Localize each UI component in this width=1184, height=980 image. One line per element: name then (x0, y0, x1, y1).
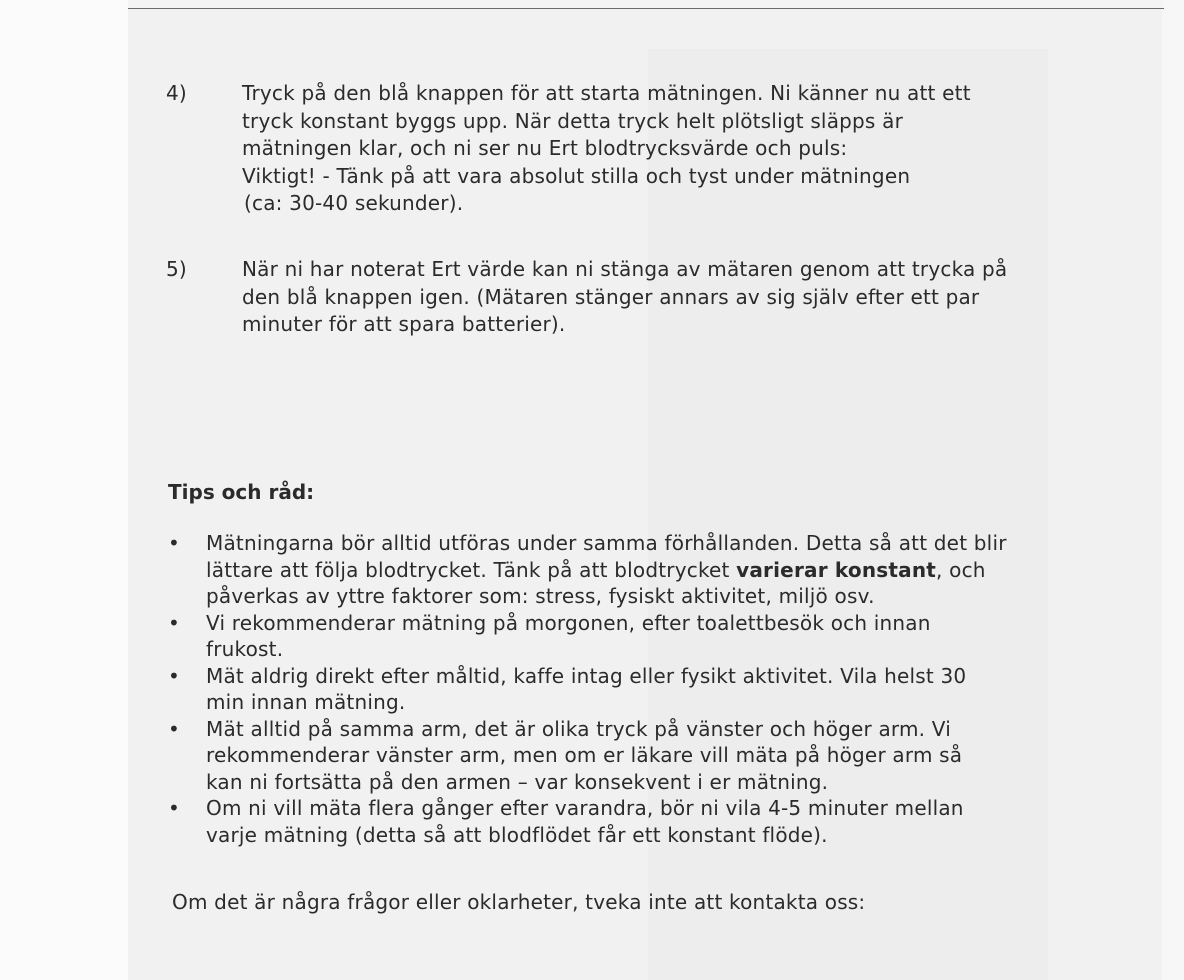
list-item (168, 795, 1007, 848)
tip-line: rekommenderar vänster arm, men om er läkare vill mäta på höger arm så (206, 743, 963, 767)
bullet-icon: • (168, 796, 180, 820)
list-item (168, 530, 1007, 610)
tips-list (168, 530, 1007, 848)
scan-margin-right (1162, 0, 1184, 980)
step-text (242, 80, 971, 218)
closing-text: Om det är några frågor eller oklarheter, tveka inte att kontakta oss: (172, 890, 866, 914)
tips-heading: Tips och råd: (168, 480, 315, 504)
bullet-icon: • (168, 663, 180, 688)
bullet-icon: • (168, 610, 180, 635)
tip-line: Mät aldrig direkt efter måltid, kaffe intag eller fysikt aktivitet. Vila helst 30 (206, 663, 967, 688)
tip-line: Om ni vill mäta flera gånger efter varandra, bör ni vila 4-5 minuter mellan (206, 796, 964, 820)
tip-line: påverkas av yttre faktorer som: stress, fysiskt aktivitet, miljö osv. (206, 584, 875, 608)
tip-line: frukost. (206, 637, 284, 661)
tip-line: Vi rekommenderar mätning på morgonen, efter toalettbesök och innan (206, 610, 931, 635)
tip-text: lättare att följa blodtrycket. Tänk på att blodtrycket (206, 557, 737, 582)
tip-line: varje mätning (detta så att blodflödet får ett konstant flöde). (206, 822, 828, 847)
list-item (168, 716, 1007, 796)
tip-line: Mät alltid på samma arm, det är olika tryck på vänster och höger arm. Vi (206, 716, 951, 741)
step-number: 4) (166, 81, 187, 105)
emphasis-text: varierar konstant (736, 557, 937, 582)
step-line: minuter för att spara batterier). (242, 312, 566, 336)
tip-line (206, 557, 1007, 584)
list-item (168, 663, 1007, 716)
tip-line: Mätningarna bör alltid utföras under samma förhållanden. Detta så att det blir (206, 531, 1007, 555)
tip-line: min innan mätning. (206, 690, 406, 714)
top-rule (128, 8, 1164, 9)
list-item (168, 610, 1007, 663)
step-line: tryck konstant byggs upp. När detta tryck helt plötsligt släpps är (242, 108, 903, 133)
bullet-icon: • (168, 531, 180, 555)
scan-margin-left (0, 0, 128, 980)
step-line: Tryck på den blå knappen för att starta mätningen. Ni känner nu att ett (242, 81, 971, 105)
step-line: När ni har noterat Ert värde kan ni stänga av mätaren genom att trycka på (242, 257, 1008, 281)
tip-line: kan ni fortsätta på den armen – var konsekvent i er mätning. (206, 769, 829, 794)
step-text (242, 256, 1007, 339)
step-line: den blå knappen igen. (Mätaren stänger annars av sig själv efter ett par (242, 284, 980, 309)
step-line: Viktigt! - Tänk på att vara absolut stilla och tyst under mätningen (242, 163, 911, 188)
step-number: 5) (166, 257, 187, 281)
step-line: mätningen klar, och ni ser nu Ert blodtrycksvärde och puls: (242, 136, 848, 160)
tip-text: , och (936, 557, 986, 582)
bullet-icon: • (168, 716, 180, 741)
step-line: (ca: 30-40 sekunder). (244, 191, 464, 215)
